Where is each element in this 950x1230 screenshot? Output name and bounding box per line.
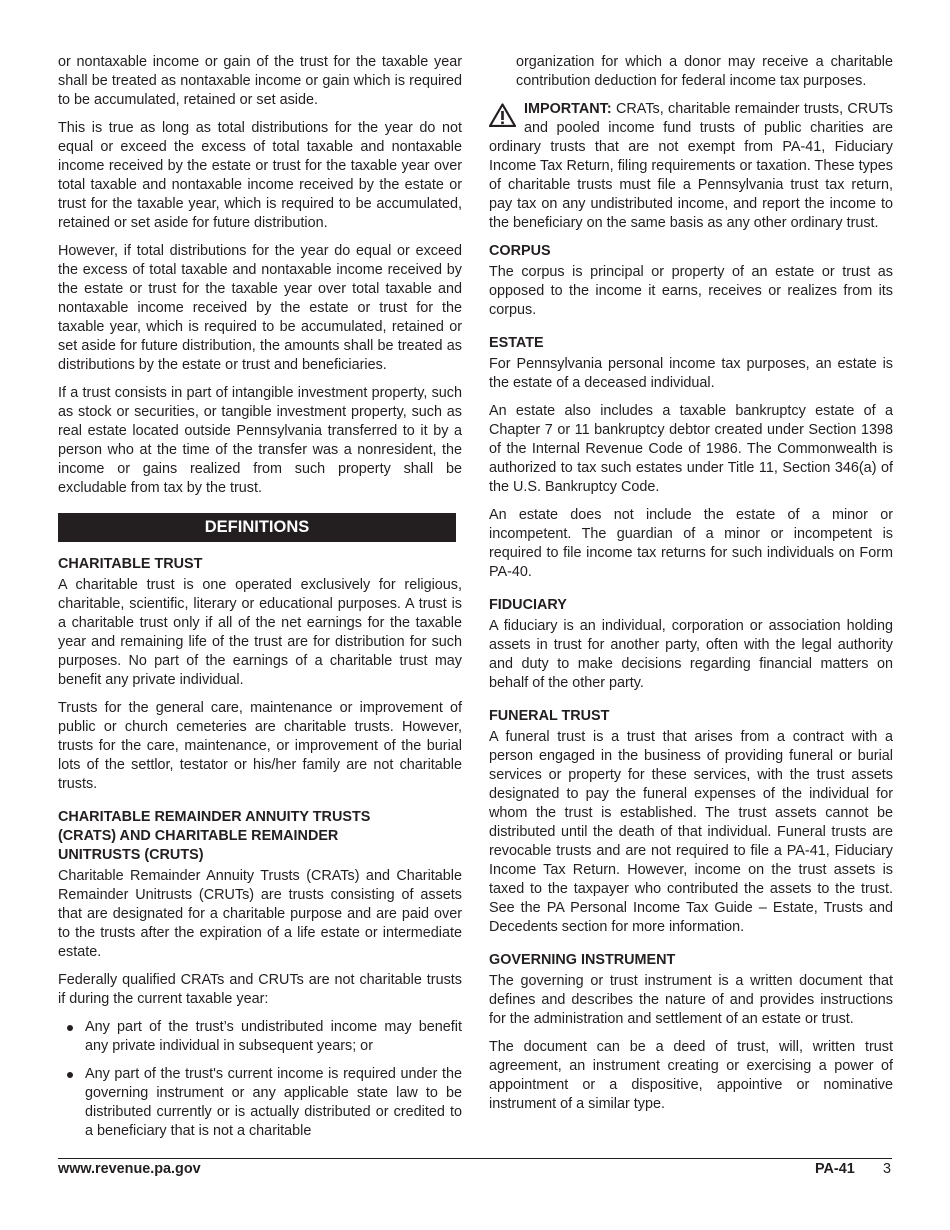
paragraph: A funeral trust is a trust that arises from a contract with a person engaged in the business of providing funeral or burial services or property for these services, with the trust assets designated to pay the funeral expenses of the individual for whom the trust is established. The trust assets cannot be distributed until the death of that individual. Funeral trusts are revocable trusts and are not required to file a PA-41, Fiduciary Income Tax Return. However, income on the trust assets is taxed to the taxpayer who contributed the assets to the trust. See the PA Personal Income Tax Guide – Estate, Trusts and Decedents section for more information. <box>489 729 893 935</box>
paragraph: An estate also includes a taxable bankruptcy estate of a Chapter 7 or 11 bankruptcy debtor created under Section 1398 of the Internal Revenue Code of 1986. The Commonwealth is authorized to tax such estates under Title 11, Section 346(a) of the U.S. Bankruptcy Code. <box>489 403 893 495</box>
section-heading: GOVERNING INSTRUMENT <box>489 952 676 968</box>
paragraph: The document can be a deed of trust, will, written trust agreement, an instrument creating or exercising a power of appointment or a dispositive, appointive or nominative instrument of a similar type. <box>489 1039 893 1112</box>
list-item-text: Any part of the trust's current income is required under the governing instrument or any applicable state law to be distributed currently or is actually distributed or credited to a beneficiary that is not a charitable <box>85 1066 462 1139</box>
list-item <box>58 1018 462 1056</box>
footer-form-number: PA-41 <box>815 1161 855 1177</box>
footer-divider <box>58 1158 892 1159</box>
paragraph: A charitable trust is one operated exclusively for religious, charitable, scientific, literary or educational purposes. A trust is a charitable trust only if all of the net earnings for the taxable year and remaining life of the trust are for distribution for such purposes. No part of the earnings of a charitable trust may benefit any private individual. <box>58 577 462 688</box>
section-heading <box>58 808 462 865</box>
section-heading: ESTATE <box>489 335 544 351</box>
paragraph: However, if total distributions for the year do equal or exceed the excess of total taxable and nontaxable income received by the estate or trust for the taxable year over total taxable and nontaxable income received by the estate or trust for the taxable year, which is required to be accumulated, retained or set aside for future distribution, the amounts shall be treated as distributions by the estate or trust and beneficiaries. <box>58 243 462 373</box>
section-heading: FIDUCIARY <box>489 597 567 613</box>
left-column <box>58 53 462 1150</box>
definitions-banner: DEFINITIONS <box>58 513 456 542</box>
bullet-icon <box>67 1072 73 1078</box>
paragraph: Trusts for the general care, maintenance or improvement of public or church cemeteries are charitable trusts. However, trusts for the care, maintenance, or improvement of the burial lots of the settlor, testator or his/her family are not charitable trusts. <box>58 700 462 792</box>
section-heading: CORPUS <box>489 243 551 259</box>
bullet-icon <box>67 1025 73 1031</box>
paragraph: The corpus is principal or property of an estate or trust as opposed to the income it earns, receives or realizes from its corpus. <box>489 264 893 318</box>
paragraph: If a trust consists in part of intangible investment property, such as stock or securities, or tangible investment property, such as real estate located outside Pennsylvania transferred to it by a person who at the time of the transfer was a nonresident, the income or gains realized from such property shall be excludable from tax by the trust. <box>58 385 462 496</box>
warning-icon <box>489 103 516 127</box>
paragraph: This is true as long as total distributions for the year do not equal or exceed the excess of total taxable and nontaxable income received by the estate or trust for the taxable year over total taxable and nontaxable income received by the estate or trust for the taxable year, which is required to be accumulated, retained or set aside for future distribution. <box>58 120 462 231</box>
list-item <box>58 1065 462 1141</box>
section-heading: FUNERAL TRUST <box>489 708 610 724</box>
paragraph: For Pennsylvania personal income tax purposes, an estate is the estate of a deceased individual. <box>489 356 893 391</box>
paragraph: An estate does not include the estate of a minor or incompetent. The guardian of a minor or incompetent is required to file income tax returns for such individuals on Form PA-40. <box>489 507 893 580</box>
list-item-text: Any part of the trust’s undistributed income may benefit any private individual in subsequent years; or <box>85 1019 462 1054</box>
paragraph: Federally qualified CRATs and CRUTs are not charitable trusts if during the current taxable year: <box>58 972 462 1007</box>
bullet-list <box>58 1018 462 1141</box>
paragraph: The governing or trust instrument is a written document that defines and describes the nature of and provides instructions for the administration and settlement of an estate or trust. <box>489 973 893 1027</box>
heading-line: (CRATS) AND CHARITABLE REMAINDER <box>58 828 339 844</box>
paragraph: organization for which a donor may receive a charitable contribution deduction for federal income tax purposes. <box>516 54 893 89</box>
section-heading: CHARITABLE TRUST <box>58 556 203 572</box>
right-column <box>489 53 893 1123</box>
paragraph: A fiduciary is an individual, corporation or association holding assets in trust for another party, often with the legal authority and duty to make decisions regarding financial matters on behalf of the other party. <box>489 618 893 691</box>
heading-line: CHARITABLE REMAINDER ANNUITY TRUSTS <box>58 809 371 825</box>
heading-line: UNITRUSTS (CRUTS) <box>58 847 204 863</box>
important-text: CRATs, charitable remainder trusts, CRUTs and pooled income fund trusts of public charities are ordinary trusts that are not exempt from PA-41, Fiduciary Income Tax Return, filing requirements or taxation. These types of charitable trusts must file a Pennsylvania trust tax return, pay tax on any undistributed income, and report the income to the beneficiary on the same basis as any other ordinary trust. <box>489 101 893 231</box>
paragraph: Charitable Remainder Annuity Trusts (CRATs) and Charitable Remainder Unitrusts (CRUTs) are trusts consisting of assets that are designated for a charitable purpose and are paid over to the trusts after the expiration of a life estate or intermediate estate. <box>58 868 462 960</box>
footer-url-link[interactable]: www.revenue.pa.gov <box>58 1161 201 1177</box>
page-number: 3 <box>883 1161 892 1177</box>
paragraph: or nontaxable income or gain of the trust for the taxable year shall be treated as nontaxable income or gain which is required to be accumulated, retained or set aside. <box>58 54 462 108</box>
important-notice <box>489 100 893 233</box>
important-label: IMPORTANT: <box>524 101 612 117</box>
